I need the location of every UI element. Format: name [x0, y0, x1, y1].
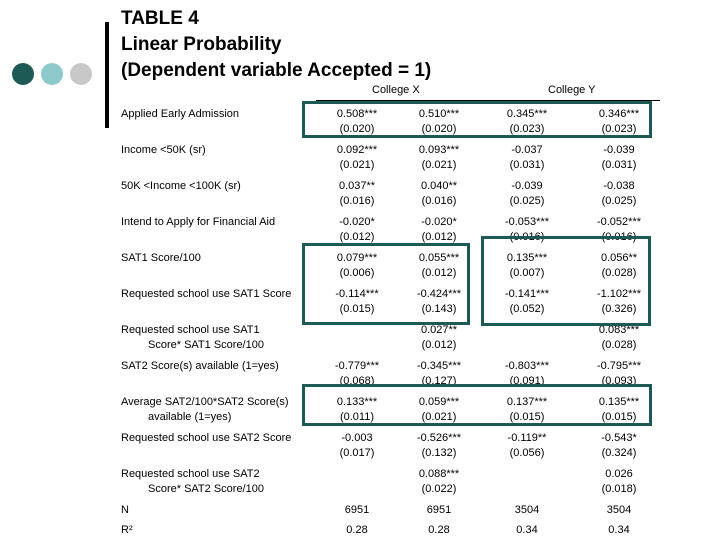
- table-cell: [394, 215, 484, 245]
- coefficient: -0.039: [603, 144, 635, 156]
- row-label-line: Score* SAT2 Score/100: [148, 483, 264, 495]
- standard-error: (0.023): [601, 123, 637, 135]
- row-label: [121, 107, 239, 122]
- dark-dot-icon: [12, 63, 34, 85]
- standard-error: (0.022): [421, 483, 457, 495]
- coefficient: 0.34: [608, 524, 630, 536]
- coefficient: 0.027**: [420, 324, 458, 336]
- row-label: [121, 287, 291, 302]
- table-cell: [312, 503, 402, 518]
- table-cell: [394, 143, 484, 173]
- standard-error: (0.091): [509, 375, 545, 387]
- table-cell: [312, 431, 402, 461]
- standard-error: (0.017): [339, 447, 375, 459]
- row-label-line: Income <50K (sr): [121, 144, 206, 156]
- coefficient: -0.424***: [416, 288, 462, 300]
- coefficient: -0.020*: [339, 216, 375, 228]
- row-label-line: Requested school use SAT2 Score: [121, 432, 292, 444]
- coefficient: 0.137***: [506, 396, 548, 408]
- row-label: [121, 523, 133, 538]
- coefficient: 0.026: [605, 468, 633, 480]
- title-line-1: TABLE 4: [121, 8, 199, 29]
- coefficient: -0.003: [341, 432, 373, 444]
- coefficient: -0.037: [511, 144, 543, 156]
- standard-error: (0.025): [601, 195, 637, 207]
- row-label-line: Score* SAT1 Score/100: [148, 339, 264, 351]
- coefficient: 0.28: [346, 524, 368, 536]
- row-label-line: R²: [121, 524, 133, 536]
- highlight-box-sat1-y: [481, 236, 651, 326]
- standard-error: (0.023): [509, 123, 545, 135]
- standard-error: (0.016): [339, 195, 375, 207]
- coefficient: 0.135***: [598, 396, 640, 408]
- standard-error: (0.012): [421, 267, 457, 279]
- coefficient: -0.526***: [416, 432, 462, 444]
- coefficient: 0.345***: [506, 108, 548, 120]
- table-cell: [394, 523, 484, 538]
- page-title: [121, 6, 431, 84]
- coefficient: 3504: [514, 504, 540, 516]
- standard-error: (0.132): [421, 447, 457, 459]
- row-label: [121, 251, 201, 266]
- row-label: [121, 431, 291, 446]
- row-label-line: Intend to Apply for Financial Aid: [121, 216, 276, 228]
- coefficient: -0.114***: [335, 288, 379, 300]
- coefficient: -0.039: [511, 180, 543, 192]
- table-cell: [482, 143, 572, 173]
- coefficient: -0.803***: [504, 360, 550, 372]
- row-label-line: Applied Early Admission: [121, 108, 240, 120]
- standard-error: (0.016): [421, 195, 457, 207]
- row-label-line: available (1=yes): [148, 411, 232, 423]
- column-group-college-x: College X: [372, 84, 420, 96]
- table-cell: [394, 467, 484, 497]
- row-label: [121, 143, 206, 158]
- title-divider: [105, 22, 109, 128]
- coefficient: 0.083***: [598, 324, 640, 336]
- table-cell: [574, 431, 664, 461]
- table-cell: [394, 179, 484, 209]
- coefficient: 0.346***: [598, 108, 640, 120]
- coefficient: 0.093***: [418, 144, 460, 156]
- standard-error: (0.015): [601, 411, 637, 423]
- gray-dot-icon: [70, 63, 92, 85]
- standard-error: (0.021): [339, 159, 375, 171]
- standard-error: (0.031): [509, 159, 545, 171]
- standard-error: (0.015): [509, 411, 545, 423]
- standard-error: (0.020): [421, 123, 457, 135]
- row-label: [121, 179, 241, 194]
- standard-error: (0.007): [509, 267, 545, 279]
- table-cell: [574, 503, 664, 518]
- standard-error: (0.018): [601, 483, 637, 495]
- row-label-line: Average SAT2/100*SAT2 Score(s): [121, 396, 289, 408]
- table-cell: [482, 523, 572, 538]
- row-label-line: Requested school use SAT1: [121, 324, 260, 336]
- title-line-2: Linear Probability: [121, 34, 282, 55]
- table-cell: [394, 323, 484, 353]
- row-label: [121, 395, 289, 425]
- coefficient: -0.779***: [334, 360, 380, 372]
- table-cell: [394, 503, 484, 518]
- table-cell: [312, 523, 402, 538]
- coefficient: 6951: [344, 504, 370, 516]
- table-cell: [574, 179, 664, 209]
- standard-error: (0.028): [601, 267, 637, 279]
- coefficient: 0.135***: [506, 252, 548, 264]
- coefficient: -0.053***: [504, 216, 550, 228]
- row-label-line: Requested school use SAT2: [121, 468, 260, 480]
- highlight-box-early-admission: [302, 101, 652, 138]
- row-label: [121, 467, 264, 497]
- standard-error: (0.016): [509, 231, 545, 243]
- coefficient: 0.079***: [336, 252, 378, 264]
- standard-error: (0.015): [339, 303, 375, 315]
- table-cell: [482, 431, 572, 461]
- coefficient: 0.088***: [418, 468, 460, 480]
- standard-error: (0.056): [509, 447, 545, 459]
- coefficient: -0.038: [603, 180, 635, 192]
- title-line-3: (Dependent variable Accepted = 1): [121, 60, 432, 81]
- coefficient: -0.119**: [507, 432, 547, 444]
- table-cell: [574, 323, 664, 353]
- table-cell: [482, 503, 572, 518]
- coefficient: 0.28: [428, 524, 450, 536]
- standard-error: (0.031): [601, 159, 637, 171]
- coefficient: 0.34: [516, 524, 538, 536]
- coefficient: 0.056**: [600, 252, 638, 264]
- standard-error: (0.028): [601, 339, 637, 351]
- table-cell: [312, 215, 402, 245]
- standard-error: (0.052): [509, 303, 545, 315]
- table-cell: [574, 467, 664, 497]
- row-label-line: Requested school use SAT1 Score: [121, 288, 292, 300]
- coefficient: -0.020*: [421, 216, 457, 228]
- table-cell: [312, 143, 402, 173]
- standard-error: (0.324): [601, 447, 637, 459]
- standard-error: (0.021): [421, 411, 457, 423]
- standard-error: (0.016): [601, 231, 637, 243]
- row-label: [121, 215, 275, 230]
- standard-error: (0.006): [339, 267, 375, 279]
- standard-error: (0.068): [339, 375, 375, 387]
- coefficient: 0.092***: [336, 144, 378, 156]
- row-label-line: 50K <Income <100K (sr): [121, 180, 241, 192]
- table-cell: [312, 179, 402, 209]
- standard-error: (0.020): [339, 123, 375, 135]
- standard-error: (0.025): [509, 195, 545, 207]
- standard-error: (0.011): [339, 411, 375, 423]
- coefficient: -0.795***: [596, 360, 642, 372]
- standard-error: (0.012): [339, 231, 375, 243]
- light-dot-icon: [41, 63, 63, 85]
- column-group-college-y: College Y: [548, 84, 596, 96]
- coefficient: 0.040**: [420, 180, 458, 192]
- coefficient: 3504: [606, 504, 632, 516]
- row-label-line: SAT1 Score/100: [121, 252, 201, 264]
- table-cell: [574, 523, 664, 538]
- standard-error: (0.021): [421, 159, 457, 171]
- coefficient: -0.543*: [601, 432, 637, 444]
- coefficient: 0.510***: [418, 108, 460, 120]
- standard-error: (0.143): [421, 303, 457, 315]
- coefficient: 6951: [426, 504, 452, 516]
- coefficient: 0.037**: [338, 180, 376, 192]
- standard-error: (0.093): [601, 375, 637, 387]
- coefficient: -1.102***: [596, 288, 642, 300]
- coefficient: 0.055***: [418, 252, 460, 264]
- coefficient: 0.133***: [336, 396, 378, 408]
- table-cell: [482, 179, 572, 209]
- row-label: [121, 359, 279, 374]
- coefficient: 0.059***: [418, 396, 460, 408]
- highlight-box-sat2: [302, 384, 652, 426]
- coefficient: -0.052***: [596, 216, 642, 228]
- standard-error: (0.326): [601, 303, 637, 315]
- coefficient: -0.141***: [504, 288, 550, 300]
- highlight-box-sat1-x: [302, 243, 470, 325]
- table-cell: [574, 143, 664, 173]
- row-label-line: N: [121, 504, 129, 516]
- standard-error: (0.127): [421, 375, 457, 387]
- coefficient: 0.508***: [336, 108, 378, 120]
- row-label-line: SAT2 Score(s) available (1=yes): [121, 360, 279, 372]
- row-label: [121, 503, 129, 518]
- standard-error: (0.012): [421, 231, 457, 243]
- row-label: [121, 323, 264, 353]
- standard-error: (0.012): [421, 339, 457, 351]
- coefficient: -0.345***: [416, 360, 462, 372]
- table-cell: [394, 431, 484, 461]
